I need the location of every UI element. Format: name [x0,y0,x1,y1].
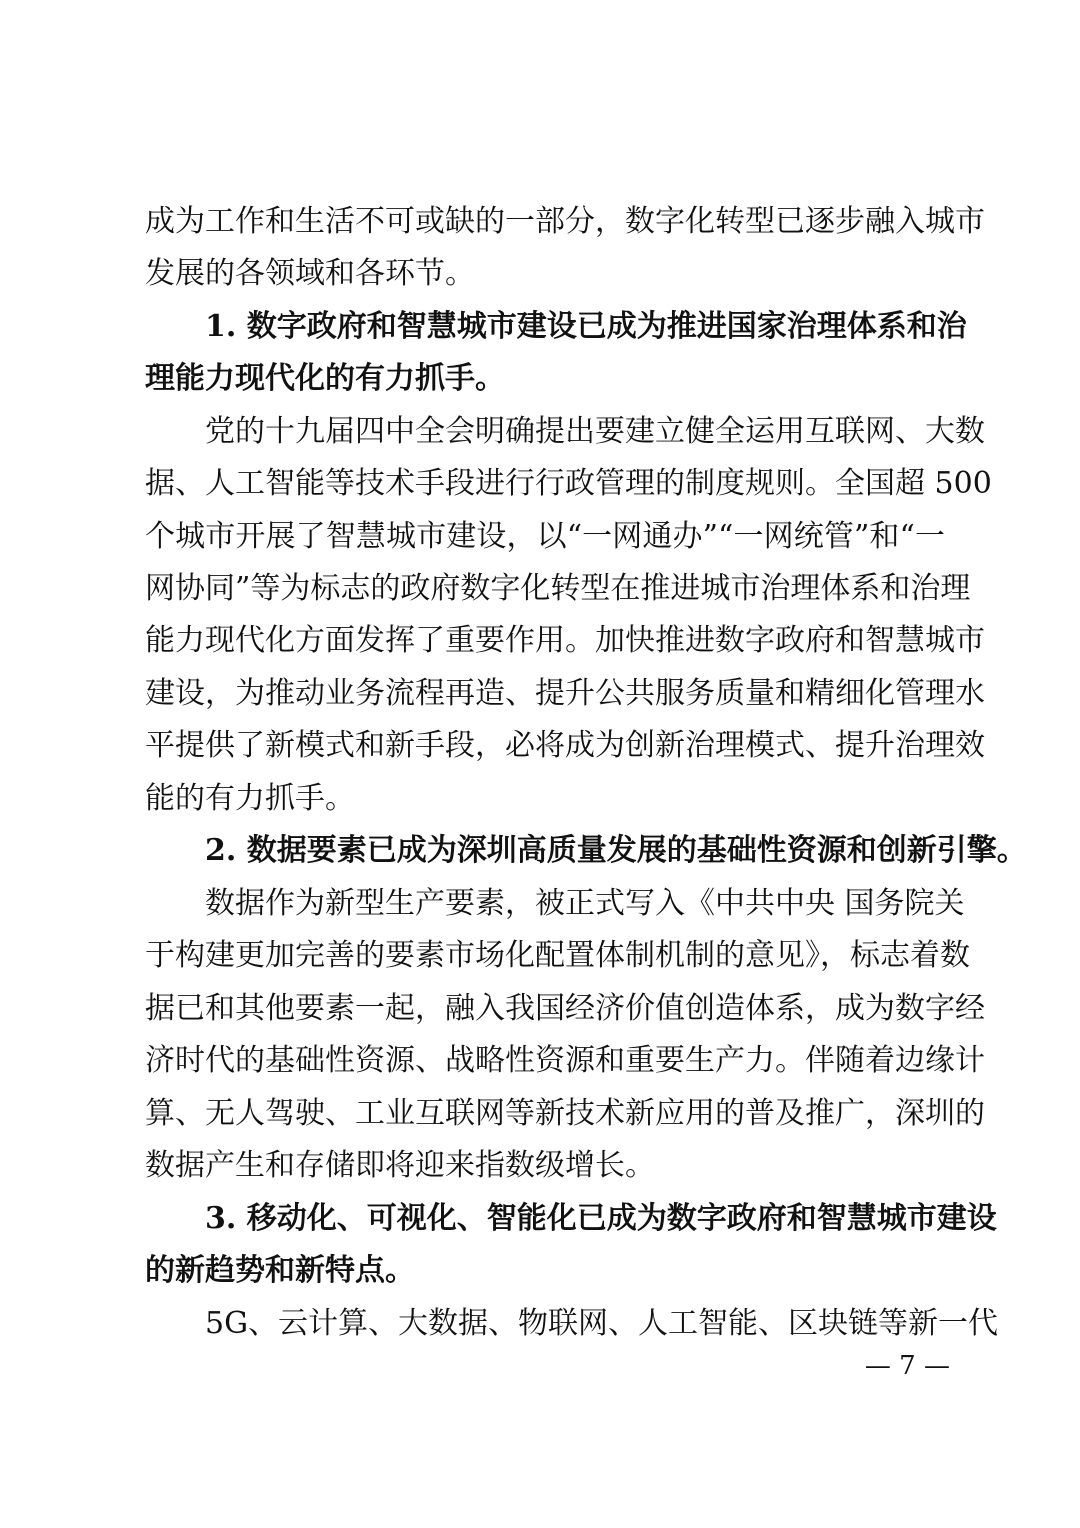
paragraph-1-line-1: 党的十九届四中全会明确提出要建立健全运用互联网、大数 [205,414,985,449]
heading-2-line-1: 2. 数据要素已成为深圳高质量发展的基础性资源和创新引擎。 [205,833,1027,868]
paragraph-2-line-6: 数据产生和存储即将迎来指数级增长。 [145,1148,655,1183]
heading-1-line-2: 理能力现代化的有力抓手。 [145,361,505,396]
paragraph-1-line-4: 网协同”等为标志的政府数字化转型在推进城市治理体系和治理 [145,571,971,606]
paragraph-1-line-7: 平提供了新模式和新手段，必将成为创新治理模式、提升治理效 [145,728,985,763]
paragraph-2-line-1: 数据作为新型生产要素，被正式写入《中共中央 国务院关 [205,886,965,921]
heading-1-line-1: 1. 数字政府和智慧城市建设已成为推进国家治理体系和治 [205,309,967,344]
paragraph-2-line-2: 于构建更加完善的要素市场化配置体制机制的意见》，标志着数 [145,938,970,973]
heading-3-line-2: 的新趋势和新特点。 [145,1253,415,1288]
paragraph-3-line-1: 5G、云计算、大数据、物联网、人工智能、区块链等新一代 [205,1306,999,1341]
paragraph-1-line-8: 能的有力抓手。 [145,781,355,816]
paragraph-1-line-5: 能力现代化方面发挥了重要作用。加快推进数字政府和智慧城市 [145,623,985,658]
paragraph-1-line-2: 据、人工智能等技术手段进行行政管理的制度规则。全国超 500 [145,466,992,501]
intro-tail-line-2: 发展的各领域和各环节。 [145,256,475,291]
page-number: — 7 — [864,1351,950,1381]
paragraph-2-line-4: 济时代的基础性资源、战略性资源和重要生产力。伴随着边缘计 [145,1043,985,1078]
paragraph-2-line-5: 算、无人驾驶、工业互联网等新技术新应用的普及推广，深圳的 [145,1096,985,1131]
paragraph-2-line-3: 据已和其他要素一起，融入我国经济价值创造体系，成为数字经 [145,991,985,1026]
intro-tail-line-1: 成为工作和生活不可或缺的一部分，数字化转型已逐步融入城市 [145,204,985,239]
heading-3-line-1: 3. 移动化、可视化、智能化已成为数字政府和智慧城市建设 [205,1201,997,1236]
paragraph-1-line-3: 个城市开展了智慧城市建设，以“一网通办”“一网统管”和“一 [145,519,945,554]
paragraph-1-line-6: 建设，为推动业务流程再造、提升公共服务质量和精细化管理水 [145,676,985,711]
